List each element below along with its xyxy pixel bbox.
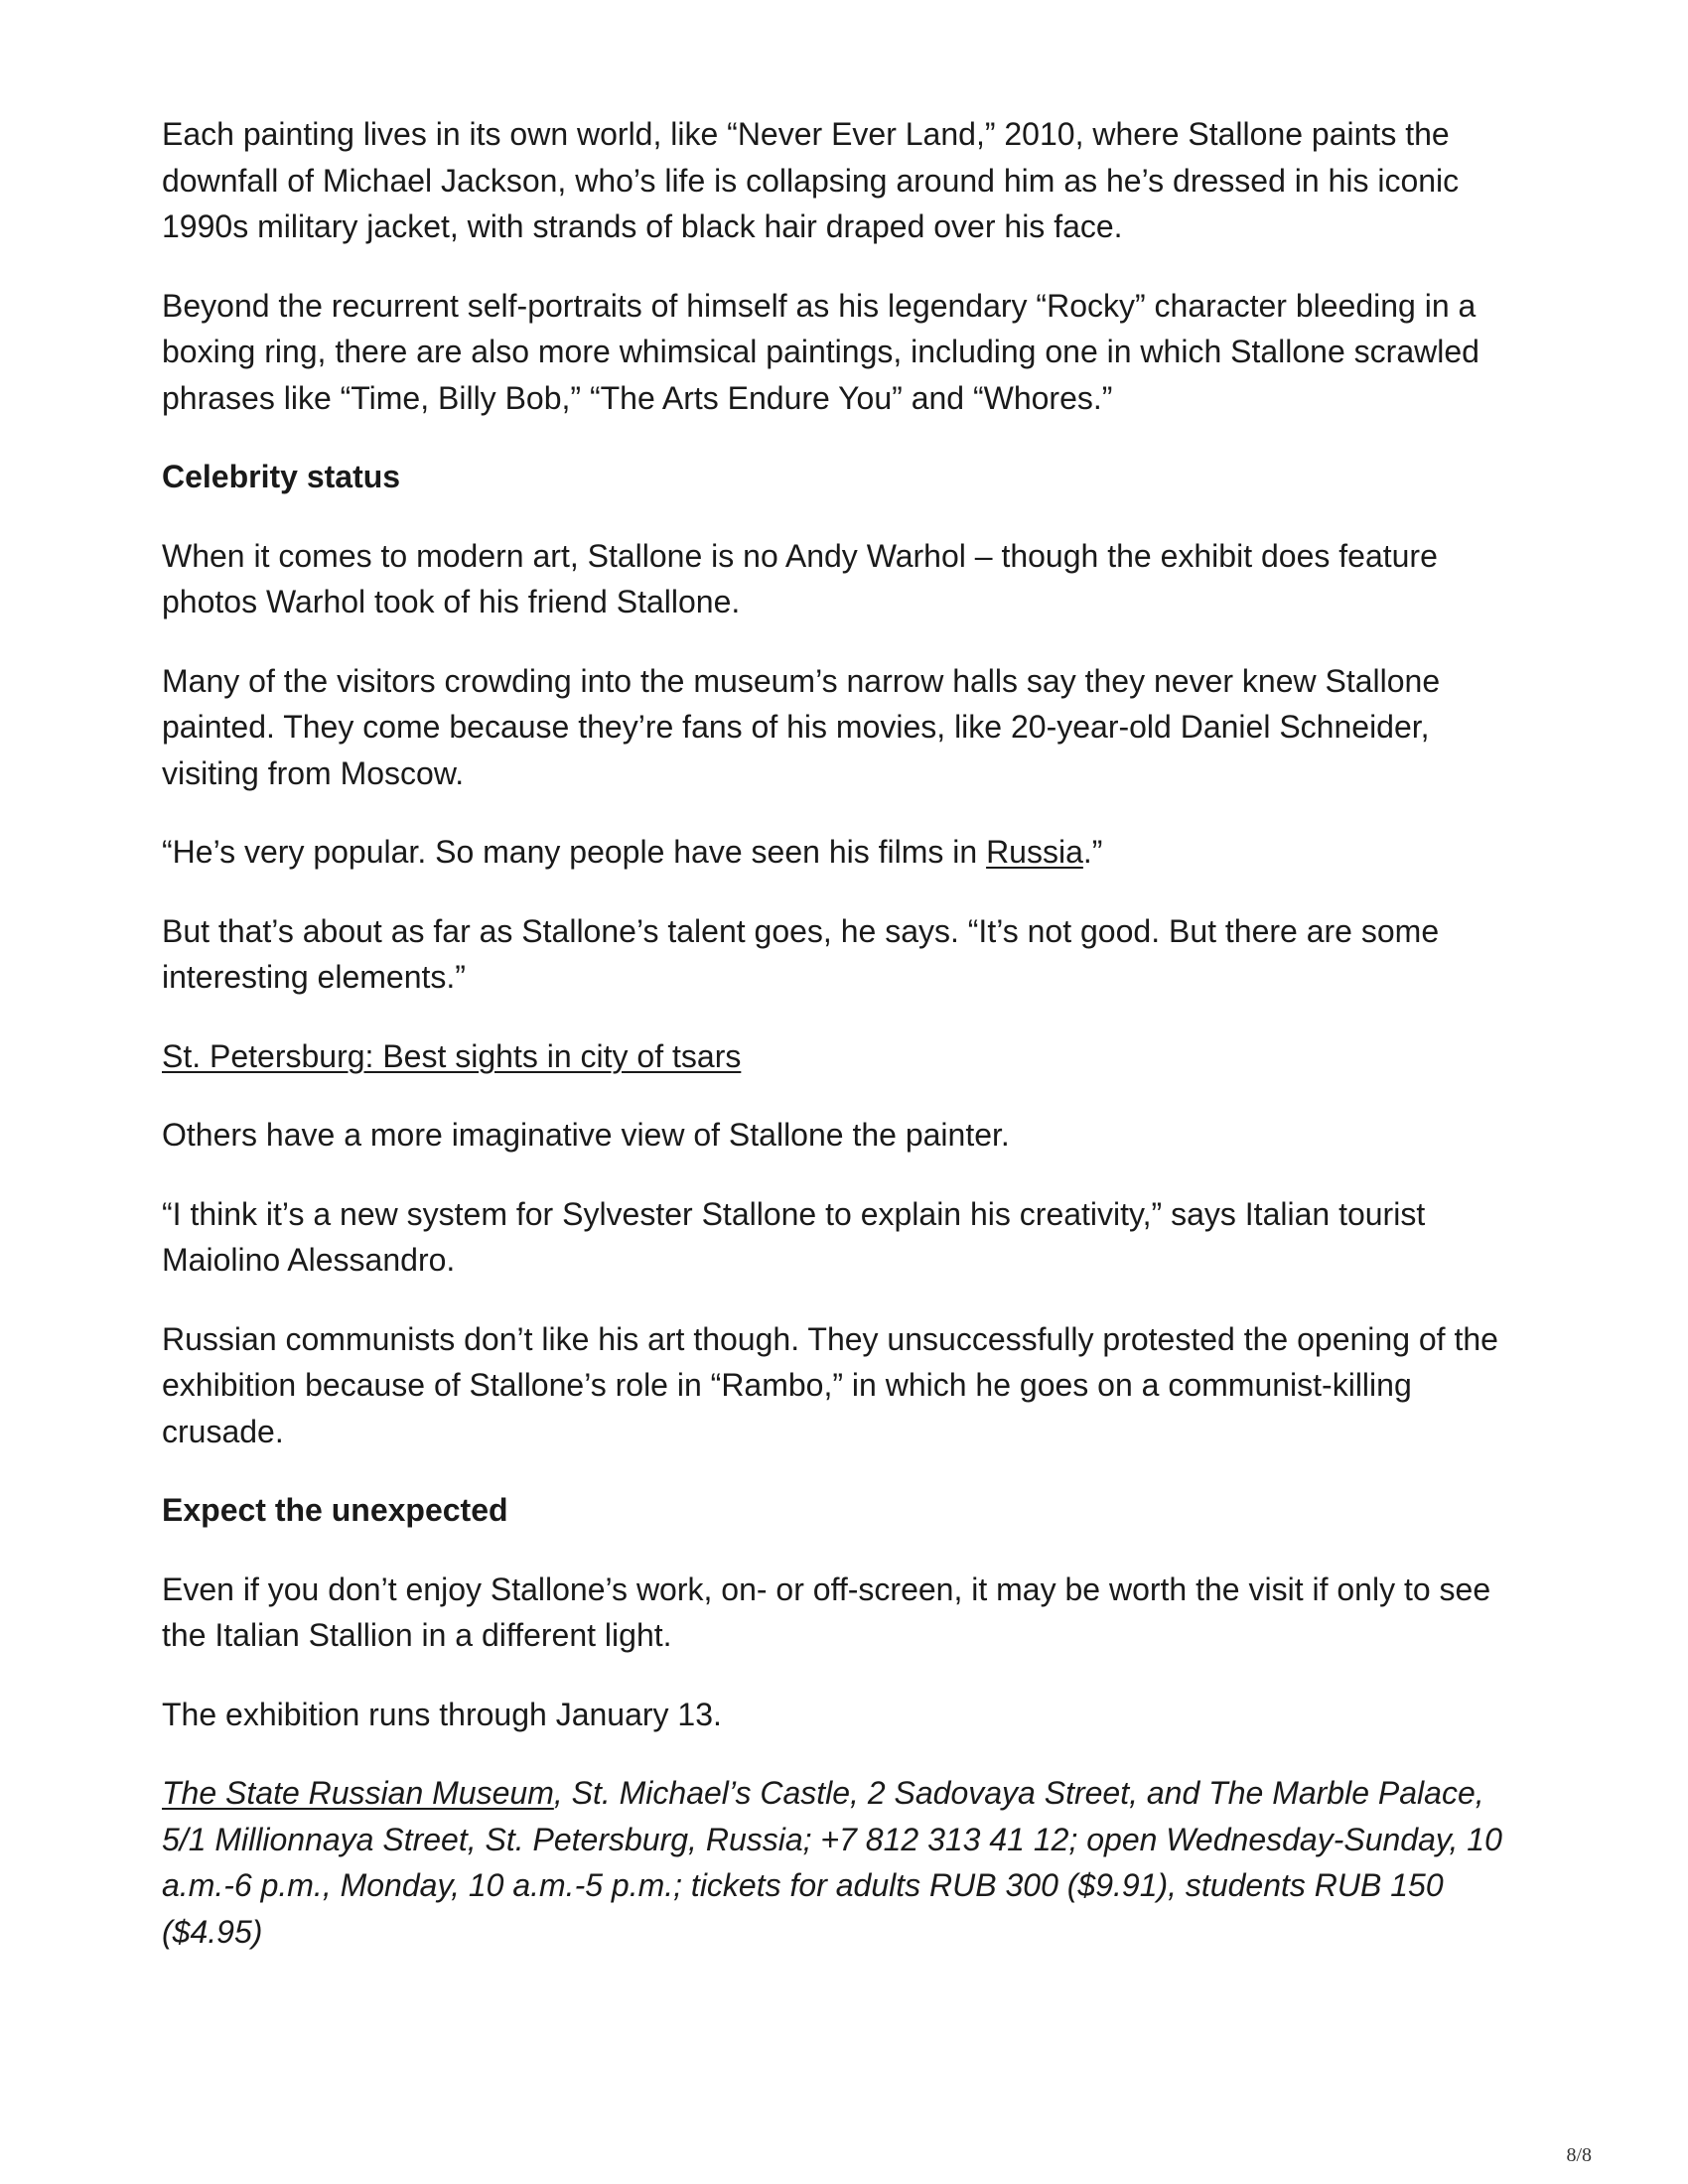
paragraph-communists: Russian communists don’t like his art though. They unsuccessfully protested the opening of the exhibition because of Stallone’s role in “Rambo,” in which he goes on a communist-killing crusade. <box>162 1320 1498 1449</box>
heading-celebrity-status: Celebrity status <box>162 459 401 494</box>
paragraph-never-ever-land: Each painting lives in its own world, like “Never Ever Land,” 2010, where Stallone paints the downfall of Michael Jackson, who’s life is collapsing around him as he’s dressed in his iconic 1990s military jacket, with strands of black hair draped over his face. <box>162 116 1460 244</box>
russia-link[interactable]: Russia <box>986 834 1083 870</box>
page-number: 8/8 <box>1566 2144 1592 2166</box>
paragraph-imaginative: Others have a more imaginative view of Stallone the painter. <box>162 1117 1010 1153</box>
quote-text: “He’s very popular. So many people have seen his films in <box>162 834 987 870</box>
related-article-link[interactable]: St. Petersburg: Best sights in city of tsars <box>162 1037 742 1074</box>
quote-end: .” <box>1082 834 1103 870</box>
paragraph-visitors: Many of the visitors crowding into the museum’s narrow halls say they never knew Stallone painted. They come because they’re fans of his movies, like 20-year-old Daniel Schneider, visiting from Moscow. <box>162 662 1441 791</box>
paragraph-warhol: When it comes to modern art, Stallone is no Andy Warhol – though the exhibit does feature photos Warhol took of his friend Stallone. <box>162 537 1438 619</box>
paragraph-rocky: Beyond the recurrent self-portraits of himself as his legendary “Rocky” character bleeding in a boxing ring, there are also more whimsical paintings, including one in which Stallone scrawled phrases like “Time, Billy Bob,” “The Arts Endure You” and “Whores.” <box>162 287 1479 416</box>
paragraph-visit: Even if you don’t enjoy Stallone’s work, on- or off-screen, it may be worth the visit if only to see the Italian Stallion in a different light. <box>162 1570 1491 1653</box>
museum-details: , St. Michael’s Castle, 2 Sadovaya Street, and The Marble Palace, 5/1 Millionnaya Street, St. Petersburg, Russia; +7 812 313 41 12; open Wednesday-Sunday, 10 a.m.-6 p.m., Monday, 10 a.m.-5 p.m.; tickets for adults RUB 300 ($9.91), students RUB 150 ($4.95) <box>162 1775 1502 1950</box>
museum-link[interactable]: The State Russian Museum <box>162 1775 554 1811</box>
related-article <box>162 1033 1532 1080</box>
paragraph-runs-through: The exhibition runs through January 13. <box>162 1696 722 1732</box>
article-body <box>162 111 1532 1987</box>
museum-info <box>162 1770 1532 1955</box>
heading-expect-unexpected: Expect the unexpected <box>162 1492 508 1528</box>
paragraph-italian-tourist: “I think it’s a new system for Sylvester Stallone to explain his creativity,” says Italian tourist Maiolino Alessandro. <box>162 1195 1426 1278</box>
paragraph-quote-russia <box>162 829 1532 876</box>
paragraph-talent: But that’s about as far as Stallone’s talent goes, he says. “It’s not good. But there are some interesting elements.” <box>162 912 1440 995</box>
